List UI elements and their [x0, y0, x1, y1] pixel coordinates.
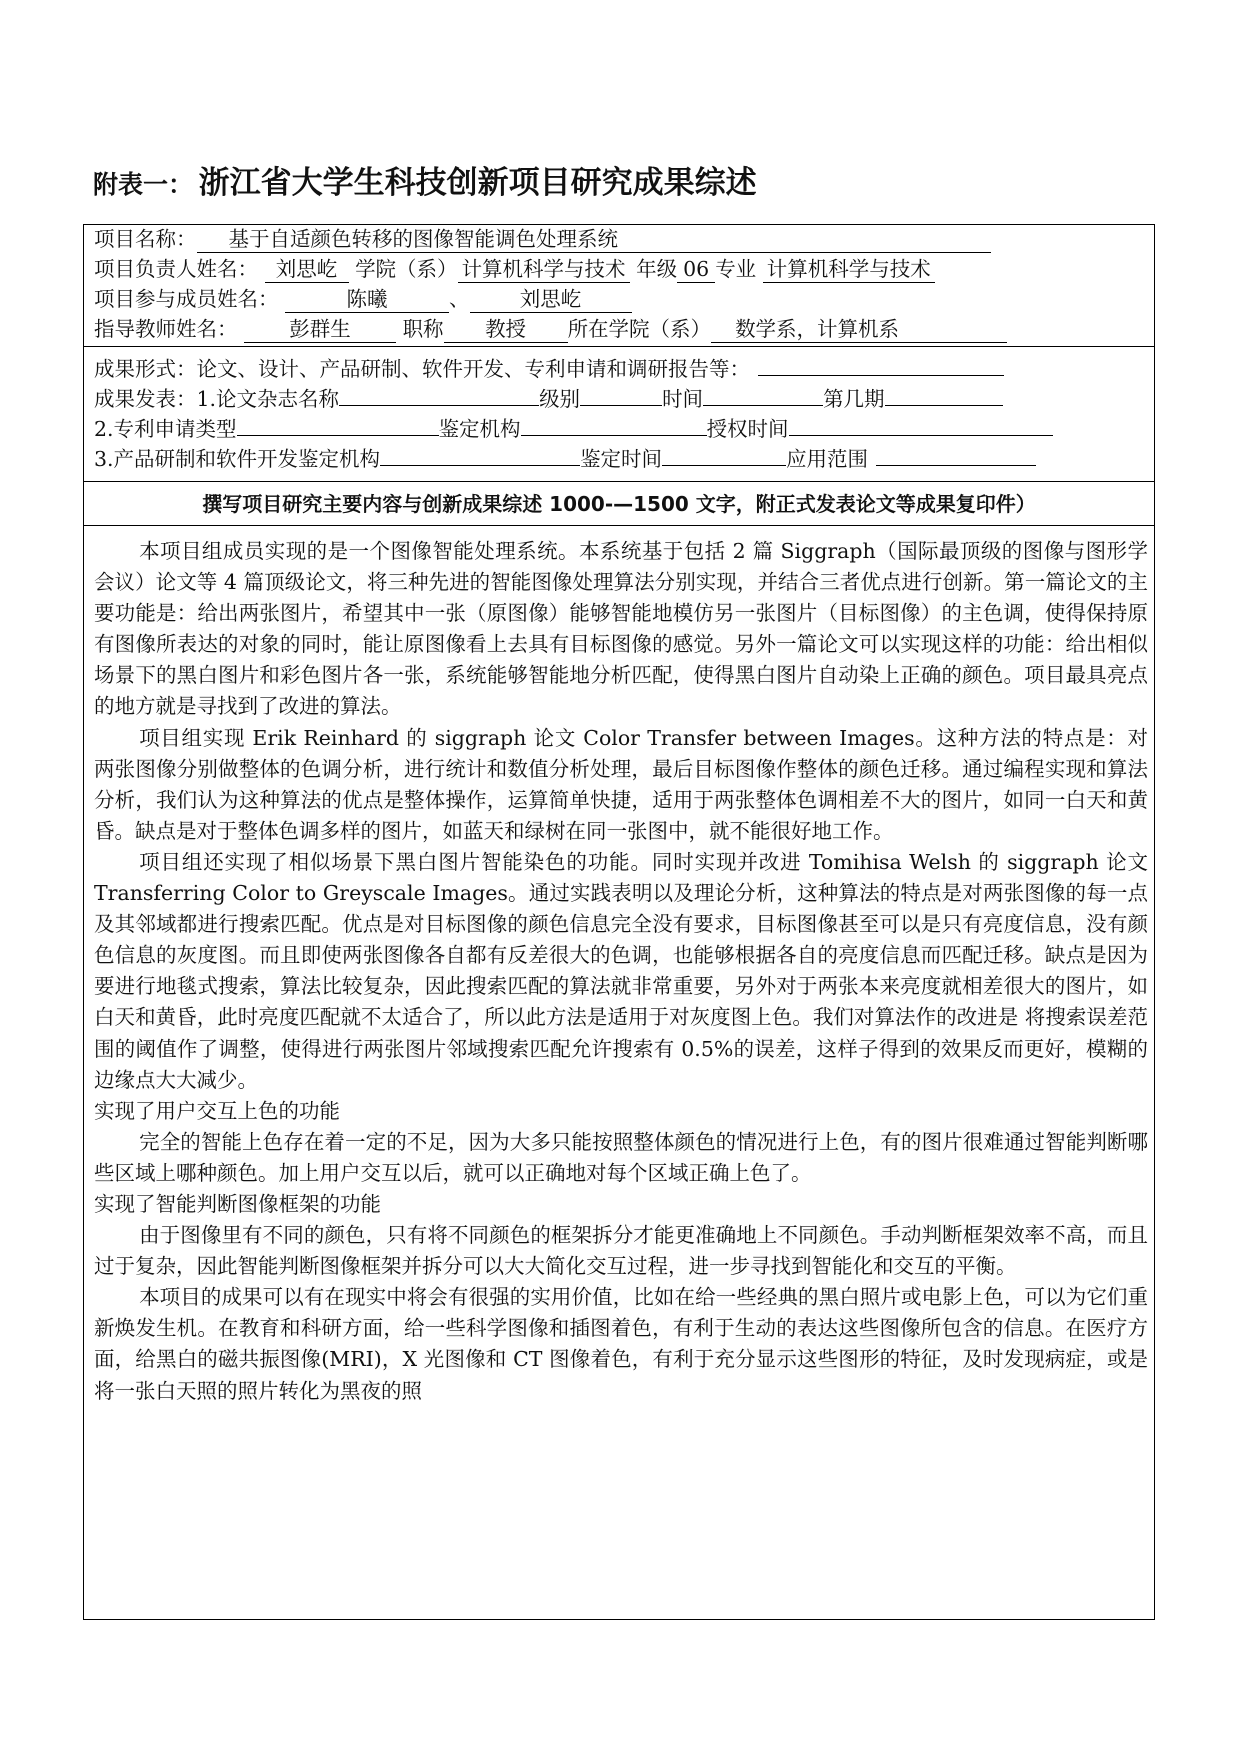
achievement-form-field [758, 350, 1004, 376]
paragraph-1: 本项目组成员实现的是一个图像智能处理系统。本系统基于包括 2 篇 Siggraph（国际最顶级的图像与图形学会议）论文等 4 篇顶级论文，将三种先进的智能图像处理算法分别实现，并结合三者优点进行创新。第一篇论文的主要功能是：给出两张图片，希望其中一张（原图像）能够智能地模仿另一张图片（目标图像）的主色调，使得保持原有图像所表达的对象的同时，能让原图像看上去具有目标图像的感觉。另外一篇论文可以实现这样的功能：给出相似场景下的黑白图片和彩色图片各一张，系统能够智能地分析匹配，使得黑白图片自动染上正确的颜色。项目最具亮点的地方就是寻找到了改进的算法。 [94, 539, 1148, 719]
scope-field [876, 440, 1036, 466]
college-label: 学院（系） [355, 257, 458, 281]
advisor-field: 彭群生 [244, 316, 396, 343]
advisor-row [94, 314, 1146, 344]
subheading-user-interaction: 实现了用户交互上色的功能 [94, 1098, 340, 1123]
achievements-section [84, 347, 1154, 482]
paragraph-2: 项目组实现 Erik Reinhard 的 siggraph 论文 Color Transfer between Images。这种方法的特点是：对两张图像分别做整体的色调分析，进行统计和数值分析处理，最后目标图像作整体的颜色迁移。通过编程实现和算法分析，我们认为这种算法的优点是整体操作，运算简单快捷，适用于两张整体色调相差不大的图片，如同一白天和黄昏。缺点是对于整体色调多样的图片，如蓝天和绿树在同一张图中，就不能很好地工作。 [94, 725, 1148, 843]
appraisal-org-field [521, 410, 707, 436]
appraisal-time-label: 鉴定时间 [580, 447, 663, 471]
journal-field [339, 380, 539, 406]
grant-time-label: 授权时间 [706, 417, 789, 441]
paragraph-3: 项目组还实现了相似场景下黑白图片智能染色的功能。同时实现并改进 Tomihisa Welsh 的 siggraph 论文 Transferring Color to Greyscale Images。通过实践表明以及理论分析，这种算法的特点是对两张图像的每一点及其邻域都进行搜索匹配。优点是对目标图像的颜色信息完全没有要求，目标图像甚至可以是只有亮度信息，没有颜色信息的灰度图。而且即使两张图像各自都有反差很大的色调，也能够根据各自的亮度信息而匹配迁移。缺点是因为要进行地毯式搜索，算法比较复杂，因此搜索匹配的算法就非常重要，另外对于两张本来亮度就相差很大的图片，如白天和黄昏，此时亮度匹配就不太适合了，所以此方法是适用于对灰度图上色。我们对算法作的改进是 将搜索误差范围的阈值作了调整，使得进行两张图片邻域搜索匹配允许搜索有 0.5%的误差，这样子得到的效果反而更好，模糊的边缘点大大减少。 [94, 849, 1148, 1092]
product-row [94, 440, 1146, 470]
paragraph-6: 本项目的成果可以有在现实中将会有很强的实用价值，比如在给一些经典的黑白照片或电影上色，可以为它们重新焕发生机。在教育和科研方面，给一些科学图像和插图着色，有利于生动的表达这些图像所包含的信息。在医疗方面，给黑白的磁共振图像(MRI)，X 光图像和 CT 图像着色，有利于充分显示这些图形的特征，及时发现病症，或是将一张白天照的照片转化为黑夜的照 [94, 1285, 1148, 1403]
product-label: 3.产品研制和软件开发鉴定机构 [94, 447, 381, 471]
members-label: 项目参与成员姓名： [94, 287, 279, 311]
members-row [94, 284, 1146, 314]
level-field [580, 380, 662, 406]
rank-label: 职称 [402, 317, 444, 341]
leader-field: 刘思屹 [265, 256, 349, 283]
publish-label: 成果发表：1.论文杂志名称 [94, 387, 340, 411]
patent-row [94, 410, 1146, 440]
issue-label: 第几期 [823, 387, 885, 411]
project-leader-row [94, 254, 1146, 284]
appraisal-time-field [662, 440, 786, 466]
college-field: 计算机科学与技术 [458, 256, 630, 283]
project-name-row [94, 224, 1146, 254]
project-name-label: 项目名称： [94, 227, 197, 251]
patent-label: 2.专利申请类型 [94, 417, 237, 441]
achievement-form-row [94, 350, 1146, 380]
scope-label: 应用范围 [786, 447, 869, 471]
summary-form [83, 224, 1155, 1620]
paragraph-5: 由于图像里有不同的颜色，只有将不同颜色的框架拆分才能更准确地上不同颜色。手动判断框架效率不高，而且过于复杂，因此智能判断图像框架并拆分可以大大简化交互过程，进一步寻找到智能化和交互的平衡。 [94, 1223, 1148, 1279]
summary-header: 撰写项目研究主要内容与创新成果综述 1000-—1500 文字，附正式发表论文等成果复印件） [202, 492, 1036, 516]
member2-field: 刘思屹 [470, 286, 632, 313]
title-prefix: 附表一： [93, 170, 194, 199]
grant-time-field [789, 410, 1053, 436]
time-field [703, 380, 823, 406]
issue-field [885, 380, 1003, 406]
major-field: 计算机科学与技术 [763, 256, 935, 283]
title-main: 浙江省大学生科技创新项目研究成果综述 [198, 165, 757, 201]
leader-label: 项目负责人姓名： [94, 257, 258, 281]
summary-body [94, 536, 1148, 1407]
advisor-label: 指导教师姓名： [94, 317, 238, 341]
product-org-field [380, 440, 580, 466]
patent-type-field [237, 410, 439, 436]
advisor-college-field: 数学系，计算机系 [711, 316, 1007, 343]
subheading-frame-detection: 实现了智能判断图像框架的功能 [94, 1191, 381, 1216]
member1-field: 陈曦 [285, 286, 449, 313]
summary-body-section [84, 526, 1154, 1621]
grade-label: 年级 [636, 257, 678, 281]
project-info-section [84, 225, 1154, 347]
page-title [93, 158, 757, 208]
grade-field: 06 [677, 256, 715, 283]
paragraph-4: 完全的智能上色存在着一定的不足，因为大多只能按照整体颜色的情况进行上色，有的图片很难通过智能判断哪些区域上哪种颜色。加上用户交互以后，就可以正确地对每个区域正确上色了。 [94, 1129, 1148, 1185]
publish-row [94, 380, 1146, 410]
project-name-field: 基于自适颜色转移的图像智能调色处理系统 [197, 226, 991, 253]
time-label: 时间 [662, 387, 704, 411]
appraisal-org-label: 鉴定机构 [438, 417, 521, 441]
level-label: 级别 [539, 387, 581, 411]
advisor-college-label: 所在学院（系） [567, 317, 712, 341]
rank-field: 教授 [444, 316, 568, 343]
summary-header-section [84, 482, 1154, 526]
member-separator: 、 [449, 287, 470, 311]
achievement-form-label: 成果形式：论文、设计、产品研制、软件开发、专利申请和调研报告等： [94, 357, 750, 381]
major-label: 专业 [715, 257, 757, 281]
